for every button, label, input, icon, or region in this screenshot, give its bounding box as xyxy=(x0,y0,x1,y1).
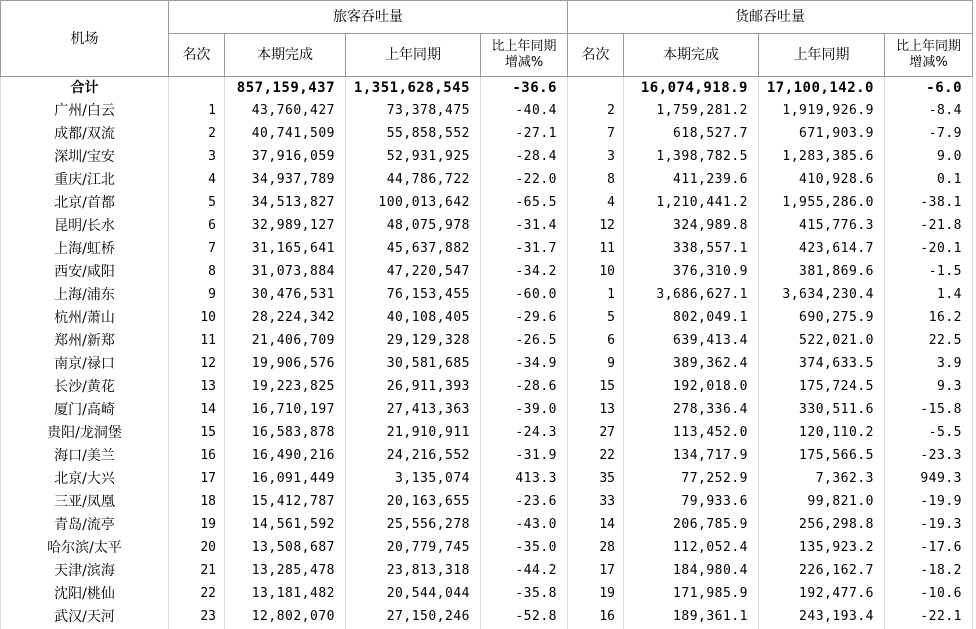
cargo-rank-cell[interactable]: 15 xyxy=(568,376,624,399)
airport-name-cell[interactable]: 三亚/凤凰 xyxy=(1,491,169,514)
table-row xyxy=(1,468,973,491)
cargo-last-year-cell[interactable]: 192,477.6 xyxy=(759,583,885,606)
table-row xyxy=(1,376,973,399)
cargo-current-cell[interactable]: 3,686,627.1 xyxy=(624,284,759,307)
table-row xyxy=(1,583,973,606)
table-row xyxy=(1,100,973,123)
passenger-current-cell[interactable]: 31,073,884 xyxy=(225,261,346,284)
cargo-last-year-cell[interactable]: 415,776.3 xyxy=(759,215,885,238)
passenger-change-cell[interactable]: -26.5 xyxy=(481,330,568,353)
passenger-rank-cell[interactable]: 12 xyxy=(169,353,225,376)
cargo-current-cell[interactable]: 802,049.1 xyxy=(624,307,759,330)
cargo-change-cell[interactable]: 3.9 xyxy=(885,353,973,376)
passenger-current-cell[interactable]: 34,513,827 xyxy=(225,192,346,215)
passenger-last-year-cell[interactable]: 55,858,552 xyxy=(346,123,481,146)
cargo-last-year-cell[interactable]: 423,614.7 xyxy=(759,238,885,261)
passenger-current-cell[interactable]: 13,508,687 xyxy=(225,537,346,560)
cargo-last-year-cell[interactable]: 3,634,230.4 xyxy=(759,284,885,307)
passenger-change-cell[interactable]: -34.2 xyxy=(481,261,568,284)
airport-name-cell[interactable]: 南京/禄口 xyxy=(1,353,169,376)
cargo-current-cell[interactable]: 324,989.8 xyxy=(624,215,759,238)
airport-name-cell[interactable]: 成都/双流 xyxy=(1,123,169,146)
passenger-current-cell[interactable]: 37,916,059 xyxy=(225,146,346,169)
cargo-current-cell[interactable]: 184,980.4 xyxy=(624,560,759,583)
cargo-change-cell[interactable]: -8.4 xyxy=(885,100,973,123)
passenger-current-cell[interactable]: 13,181,482 xyxy=(225,583,346,606)
passenger-current-cell[interactable]: 31,165,641 xyxy=(225,238,346,261)
airport-name-cell[interactable]: 郑州/新郑 xyxy=(1,330,169,353)
cargo-change-cell[interactable]: -20.1 xyxy=(885,238,973,261)
passenger-current-cell[interactable]: 16,710,197 xyxy=(225,399,346,422)
total-passenger-rank[interactable] xyxy=(169,77,225,100)
passenger-rank-cell[interactable]: 20 xyxy=(169,537,225,560)
cargo-current-cell[interactable]: 639,413.4 xyxy=(624,330,759,353)
passenger-current-cell[interactable]: 14,561,592 xyxy=(225,514,346,537)
passenger-current-cell[interactable]: 32,989,127 xyxy=(225,215,346,238)
passenger-rank-cell[interactable]: 11 xyxy=(169,330,225,353)
passenger-current-cell[interactable]: 13,285,478 xyxy=(225,560,346,583)
cargo-last-year-cell[interactable]: 226,162.7 xyxy=(759,560,885,583)
table-row xyxy=(1,192,973,215)
passenger-last-year-cell[interactable]: 23,813,318 xyxy=(346,560,481,583)
header-passenger-rank[interactable]: 名次 xyxy=(169,34,225,77)
cargo-change-cell[interactable]: -38.1 xyxy=(885,192,973,215)
airport-name-cell[interactable]: 广州/白云 xyxy=(1,100,169,123)
passenger-last-year-cell[interactable]: 40,108,405 xyxy=(346,307,481,330)
cargo-last-year-cell[interactable]: 243,193.4 xyxy=(759,606,885,629)
table-row xyxy=(1,606,973,629)
table-row xyxy=(1,422,973,445)
header-cargo-current[interactable]: 本期完成 xyxy=(624,34,759,77)
cargo-last-year-cell[interactable]: 522,021.0 xyxy=(759,330,885,353)
airport-name-cell[interactable]: 昆明/长水 xyxy=(1,215,169,238)
header-change-line1: 比上年同期 xyxy=(895,39,961,54)
cargo-rank-cell[interactable]: 16 xyxy=(568,606,624,629)
cargo-rank-cell[interactable]: 5 xyxy=(568,307,624,330)
table-row xyxy=(1,514,973,537)
passenger-rank-cell[interactable]: 15 xyxy=(169,422,225,445)
passenger-rank-cell[interactable]: 22 xyxy=(169,583,225,606)
passenger-current-cell[interactable]: 43,760,427 xyxy=(225,100,346,123)
cargo-rank-cell[interactable]: 1 xyxy=(568,284,624,307)
cargo-last-year-cell[interactable]: 1,955,286.0 xyxy=(759,192,885,215)
cargo-current-cell[interactable]: 1,398,782.5 xyxy=(624,146,759,169)
airport-name-cell[interactable]: 武汉/天河 xyxy=(1,606,169,629)
airport-name-cell[interactable]: 上海/虹桥 xyxy=(1,238,169,261)
cargo-rank-cell[interactable]: 22 xyxy=(568,445,624,468)
passenger-change-cell[interactable]: -28.4 xyxy=(481,146,568,169)
cargo-rank-cell[interactable]: 12 xyxy=(568,215,624,238)
cargo-change-cell[interactable]: -19.9 xyxy=(885,491,973,514)
passenger-change-cell[interactable]: -22.0 xyxy=(481,169,568,192)
airport-name-cell[interactable]: 青岛/流亭 xyxy=(1,514,169,537)
cargo-last-year-cell[interactable]: 671,903.9 xyxy=(759,123,885,146)
passenger-rank-cell[interactable]: 17 xyxy=(169,468,225,491)
passenger-current-cell[interactable]: 19,223,825 xyxy=(225,376,346,399)
passenger-last-year-cell[interactable]: 27,150,246 xyxy=(346,606,481,629)
passenger-change-cell[interactable]: -23.6 xyxy=(481,491,568,514)
passenger-last-year-cell[interactable]: 21,910,911 xyxy=(346,422,481,445)
airport-name-cell[interactable]: 厦门/高崎 xyxy=(1,399,169,422)
cargo-change-cell[interactable]: -19.3 xyxy=(885,514,973,537)
airport-name-cell[interactable]: 北京/首都 xyxy=(1,192,169,215)
airport-name-cell[interactable]: 哈尔滨/太平 xyxy=(1,537,169,560)
passenger-change-cell[interactable]: -43.0 xyxy=(481,514,568,537)
table-row xyxy=(1,146,973,169)
passenger-rank-cell[interactable]: 5 xyxy=(169,192,225,215)
cargo-rank-cell[interactable]: 7 xyxy=(568,123,624,146)
table-row xyxy=(1,560,973,583)
passenger-last-year-cell[interactable]: 47,220,547 xyxy=(346,261,481,284)
passenger-rank-cell[interactable]: 7 xyxy=(169,238,225,261)
cargo-change-cell[interactable]: 1.4 xyxy=(885,284,973,307)
passenger-change-cell[interactable]: -31.4 xyxy=(481,215,568,238)
table-row xyxy=(1,123,973,146)
passenger-current-cell[interactable]: 16,091,449 xyxy=(225,468,346,491)
total-passenger-current[interactable]: 857,159,437 xyxy=(225,77,346,100)
passenger-last-year-cell[interactable]: 44,786,722 xyxy=(346,169,481,192)
passenger-rank-cell[interactable]: 13 xyxy=(169,376,225,399)
cargo-change-cell[interactable]: -1.5 xyxy=(885,261,973,284)
table-row xyxy=(1,215,973,238)
cargo-change-cell[interactable]: -21.8 xyxy=(885,215,973,238)
cargo-last-year-cell[interactable]: 99,821.0 xyxy=(759,491,885,514)
passenger-change-cell[interactable]: -35.8 xyxy=(481,583,568,606)
cargo-last-year-cell[interactable]: 690,275.9 xyxy=(759,307,885,330)
cargo-change-cell[interactable]: 949.3 xyxy=(885,468,973,491)
cargo-change-cell[interactable]: -5.5 xyxy=(885,422,973,445)
cargo-rank-cell[interactable]: 13 xyxy=(568,399,624,422)
passenger-change-cell[interactable]: -52.8 xyxy=(481,606,568,629)
cargo-current-cell[interactable]: 411,239.6 xyxy=(624,169,759,192)
table-row xyxy=(1,491,973,514)
passenger-last-year-cell[interactable]: 25,556,278 xyxy=(346,514,481,537)
cargo-last-year-cell[interactable]: 175,724.5 xyxy=(759,376,885,399)
passenger-last-year-cell[interactable]: 52,931,925 xyxy=(346,146,481,169)
cargo-change-cell[interactable]: -18.2 xyxy=(885,560,973,583)
cargo-rank-cell[interactable]: 10 xyxy=(568,261,624,284)
cargo-rank-cell[interactable]: 2 xyxy=(568,100,624,123)
passenger-rank-cell[interactable]: 21 xyxy=(169,560,225,583)
total-passenger-change[interactable]: -36.6 xyxy=(481,77,568,100)
passenger-last-year-cell[interactable]: 100,013,642 xyxy=(346,192,481,215)
passenger-last-year-cell[interactable]: 26,911,393 xyxy=(346,376,481,399)
total-row xyxy=(1,77,973,100)
cargo-change-cell[interactable]: -15.8 xyxy=(885,399,973,422)
passenger-last-year-cell[interactable]: 20,163,655 xyxy=(346,491,481,514)
cargo-last-year-cell[interactable]: 381,869.6 xyxy=(759,261,885,284)
passenger-last-year-cell[interactable]: 20,779,745 xyxy=(346,537,481,560)
total-cargo-last-year[interactable]: 17,100,142.0 xyxy=(759,77,885,100)
passenger-current-cell[interactable]: 12,802,070 xyxy=(225,606,346,629)
cargo-change-cell[interactable]: 9.3 xyxy=(885,376,973,399)
passenger-change-cell[interactable]: -31.7 xyxy=(481,238,568,261)
table-row xyxy=(1,261,973,284)
cargo-rank-cell[interactable]: 17 xyxy=(568,560,624,583)
cargo-current-cell[interactable]: 134,717.9 xyxy=(624,445,759,468)
cargo-current-cell[interactable]: 1,210,441.2 xyxy=(624,192,759,215)
cargo-last-year-cell[interactable]: 175,566.5 xyxy=(759,445,885,468)
passenger-change-cell[interactable]: -27.1 xyxy=(481,123,568,146)
cargo-rank-cell[interactable]: 35 xyxy=(568,468,624,491)
passenger-rank-cell[interactable]: 8 xyxy=(169,261,225,284)
cargo-change-cell[interactable]: -10.6 xyxy=(885,583,973,606)
total-label[interactable]: 合计 xyxy=(1,77,169,100)
passenger-change-cell[interactable]: -28.6 xyxy=(481,376,568,399)
header-passenger-current[interactable]: 本期完成 xyxy=(225,34,346,77)
passenger-change-cell[interactable]: 413.3 xyxy=(481,468,568,491)
airport-name-cell[interactable]: 上海/浦东 xyxy=(1,284,169,307)
airport-name-cell[interactable]: 西安/咸阳 xyxy=(1,261,169,284)
header-cargo-rank[interactable]: 名次 xyxy=(568,34,624,77)
cargo-last-year-cell[interactable]: 410,928.6 xyxy=(759,169,885,192)
passenger-current-cell[interactable]: 40,741,509 xyxy=(225,123,346,146)
cargo-last-year-cell[interactable]: 1,919,926.9 xyxy=(759,100,885,123)
passenger-change-cell[interactable]: -31.9 xyxy=(481,445,568,468)
cargo-rank-cell[interactable]: 6 xyxy=(568,330,624,353)
passenger-current-cell[interactable]: 30,476,531 xyxy=(225,284,346,307)
passenger-current-cell[interactable]: 21,406,709 xyxy=(225,330,346,353)
cargo-current-cell[interactable]: 389,362.4 xyxy=(624,353,759,376)
passenger-last-year-cell[interactable]: 3,135,074 xyxy=(346,468,481,491)
passenger-change-cell[interactable]: -29.6 xyxy=(481,307,568,330)
cargo-current-cell[interactable]: 171,985.9 xyxy=(624,583,759,606)
passenger-change-cell[interactable]: -34.9 xyxy=(481,353,568,376)
passenger-last-year-cell[interactable]: 45,637,882 xyxy=(346,238,481,261)
cargo-current-cell[interactable]: 189,361.1 xyxy=(624,606,759,629)
header-cargo-last-year[interactable]: 上年同期 xyxy=(759,34,885,77)
passenger-last-year-cell[interactable]: 73,378,475 xyxy=(346,100,481,123)
header-cargo-change[interactable] xyxy=(885,34,973,77)
cargo-last-year-cell[interactable]: 7,362.3 xyxy=(759,468,885,491)
passenger-change-cell[interactable]: -39.0 xyxy=(481,399,568,422)
passenger-rank-cell[interactable]: 6 xyxy=(169,215,225,238)
cargo-current-cell[interactable]: 618,527.7 xyxy=(624,123,759,146)
passenger-current-cell[interactable]: 16,490,216 xyxy=(225,445,346,468)
cargo-change-cell[interactable]: 0.1 xyxy=(885,169,973,192)
cargo-change-cell[interactable]: -22.1 xyxy=(885,606,973,629)
passenger-last-year-cell[interactable]: 27,413,363 xyxy=(346,399,481,422)
passenger-change-cell[interactable]: -65.5 xyxy=(481,192,568,215)
cargo-change-cell[interactable]: -17.6 xyxy=(885,537,973,560)
airport-name-cell[interactable]: 天津/滨海 xyxy=(1,560,169,583)
cargo-change-cell[interactable]: -7.9 xyxy=(885,123,973,146)
passenger-change-cell[interactable]: -40.4 xyxy=(481,100,568,123)
passenger-change-cell[interactable]: -35.0 xyxy=(481,537,568,560)
cargo-rank-cell[interactable]: 27 xyxy=(568,422,624,445)
header-change-line2: 增减% xyxy=(909,55,948,70)
cargo-last-year-cell[interactable]: 374,633.5 xyxy=(759,353,885,376)
airport-name-cell[interactable]: 重庆/江北 xyxy=(1,169,169,192)
total-cargo-current[interactable]: 16,074,918.9 xyxy=(624,77,759,100)
cargo-current-cell[interactable]: 1,759,281.2 xyxy=(624,100,759,123)
cargo-current-cell[interactable]: 192,018.0 xyxy=(624,376,759,399)
header-passenger-throughput[interactable]: 旅客吞吐量 xyxy=(169,1,568,34)
passenger-rank-cell[interactable]: 19 xyxy=(169,514,225,537)
header-cargo-throughput[interactable]: 货邮吞吐量 xyxy=(568,1,973,34)
passenger-last-year-cell[interactable]: 24,216,552 xyxy=(346,445,481,468)
table-row xyxy=(1,169,973,192)
airport-name-cell[interactable]: 长沙/黄花 xyxy=(1,376,169,399)
table-row xyxy=(1,399,973,422)
airport-name-cell[interactable]: 北京/大兴 xyxy=(1,468,169,491)
passenger-change-cell[interactable]: -24.3 xyxy=(481,422,568,445)
passenger-last-year-cell[interactable]: 29,129,328 xyxy=(346,330,481,353)
passenger-last-year-cell[interactable]: 20,544,044 xyxy=(346,583,481,606)
passenger-change-cell[interactable]: -44.2 xyxy=(481,560,568,583)
header-airport[interactable]: 机场 xyxy=(1,1,169,77)
cargo-change-cell[interactable]: 16.2 xyxy=(885,307,973,330)
table-row xyxy=(1,284,973,307)
header-passenger-change[interactable] xyxy=(481,34,568,77)
table-row xyxy=(1,330,973,353)
total-passenger-last-year[interactable]: 1,351,628,545 xyxy=(346,77,481,100)
cargo-rank-cell[interactable]: 14 xyxy=(568,514,624,537)
cargo-last-year-cell[interactable]: 330,511.6 xyxy=(759,399,885,422)
table-row xyxy=(1,238,973,261)
passenger-current-cell[interactable]: 16,583,878 xyxy=(225,422,346,445)
cargo-change-cell[interactable]: 22.5 xyxy=(885,330,973,353)
total-cargo-rank[interactable] xyxy=(568,77,624,100)
cargo-current-cell[interactable]: 77,252.9 xyxy=(624,468,759,491)
table-row xyxy=(1,307,973,330)
cargo-rank-cell[interactable]: 3 xyxy=(568,146,624,169)
cargo-current-cell[interactable]: 376,310.9 xyxy=(624,261,759,284)
cargo-rank-cell[interactable]: 28 xyxy=(568,537,624,560)
passenger-rank-cell[interactable]: 14 xyxy=(169,399,225,422)
cargo-last-year-cell[interactable]: 135,923.2 xyxy=(759,537,885,560)
passenger-rank-cell[interactable]: 9 xyxy=(169,284,225,307)
cargo-current-cell[interactable]: 206,785.9 xyxy=(624,514,759,537)
passenger-current-cell[interactable]: 19,906,576 xyxy=(225,353,346,376)
passenger-rank-cell[interactable]: 3 xyxy=(169,146,225,169)
cargo-rank-cell[interactable]: 11 xyxy=(568,238,624,261)
cargo-last-year-cell[interactable]: 256,298.8 xyxy=(759,514,885,537)
airport-name-cell[interactable]: 海口/美兰 xyxy=(1,445,169,468)
passenger-rank-cell[interactable]: 1 xyxy=(169,100,225,123)
passenger-current-cell[interactable]: 15,412,787 xyxy=(225,491,346,514)
airport-name-cell[interactable]: 沈阳/桃仙 xyxy=(1,583,169,606)
cargo-rank-cell[interactable]: 19 xyxy=(568,583,624,606)
passenger-rank-cell[interactable]: 10 xyxy=(169,307,225,330)
cargo-current-cell[interactable]: 112,052.4 xyxy=(624,537,759,560)
cargo-last-year-cell[interactable]: 120,110.2 xyxy=(759,422,885,445)
passenger-change-cell[interactable]: -60.0 xyxy=(481,284,568,307)
header-change-line1: 比上年同期 xyxy=(491,39,557,54)
passenger-last-year-cell[interactable]: 76,153,455 xyxy=(346,284,481,307)
airport-name-cell[interactable]: 杭州/萧山 xyxy=(1,307,169,330)
passenger-current-cell[interactable]: 34,937,789 xyxy=(225,169,346,192)
passenger-rank-cell[interactable]: 18 xyxy=(169,491,225,514)
table-row xyxy=(1,353,973,376)
passenger-last-year-cell[interactable]: 48,075,978 xyxy=(346,215,481,238)
passenger-current-cell[interactable]: 28,224,342 xyxy=(225,307,346,330)
cargo-change-cell[interactable]: -23.3 xyxy=(885,445,973,468)
cargo-current-cell[interactable]: 79,933.6 xyxy=(624,491,759,514)
cargo-current-cell[interactable]: 278,336.4 xyxy=(624,399,759,422)
table-row xyxy=(1,445,973,468)
cargo-change-cell[interactable]: 9.0 xyxy=(885,146,973,169)
cargo-current-cell[interactable]: 113,452.0 xyxy=(624,422,759,445)
cargo-rank-cell[interactable]: 33 xyxy=(568,491,624,514)
cargo-current-cell[interactable]: 338,557.1 xyxy=(624,238,759,261)
passenger-last-year-cell[interactable]: 30,581,685 xyxy=(346,353,481,376)
cargo-rank-cell[interactable]: 4 xyxy=(568,192,624,215)
airport-name-cell[interactable]: 深圳/宝安 xyxy=(1,146,169,169)
header-change-line2: 增减% xyxy=(504,55,544,70)
passenger-rank-cell[interactable]: 2 xyxy=(169,123,225,146)
cargo-last-year-cell[interactable]: 1,283,385.6 xyxy=(759,146,885,169)
table-row xyxy=(1,537,973,560)
header-passenger-last-year[interactable]: 上年同期 xyxy=(346,34,481,77)
cargo-rank-cell[interactable]: 9 xyxy=(568,353,624,376)
cargo-rank-cell[interactable]: 8 xyxy=(568,169,624,192)
passenger-rank-cell[interactable]: 4 xyxy=(169,169,225,192)
airport-name-cell[interactable]: 贵阳/龙洞堡 xyxy=(1,422,169,445)
passenger-rank-cell[interactable]: 16 xyxy=(169,445,225,468)
total-cargo-change[interactable]: -6.0 xyxy=(885,77,973,100)
passenger-rank-cell[interactable]: 23 xyxy=(169,606,225,629)
